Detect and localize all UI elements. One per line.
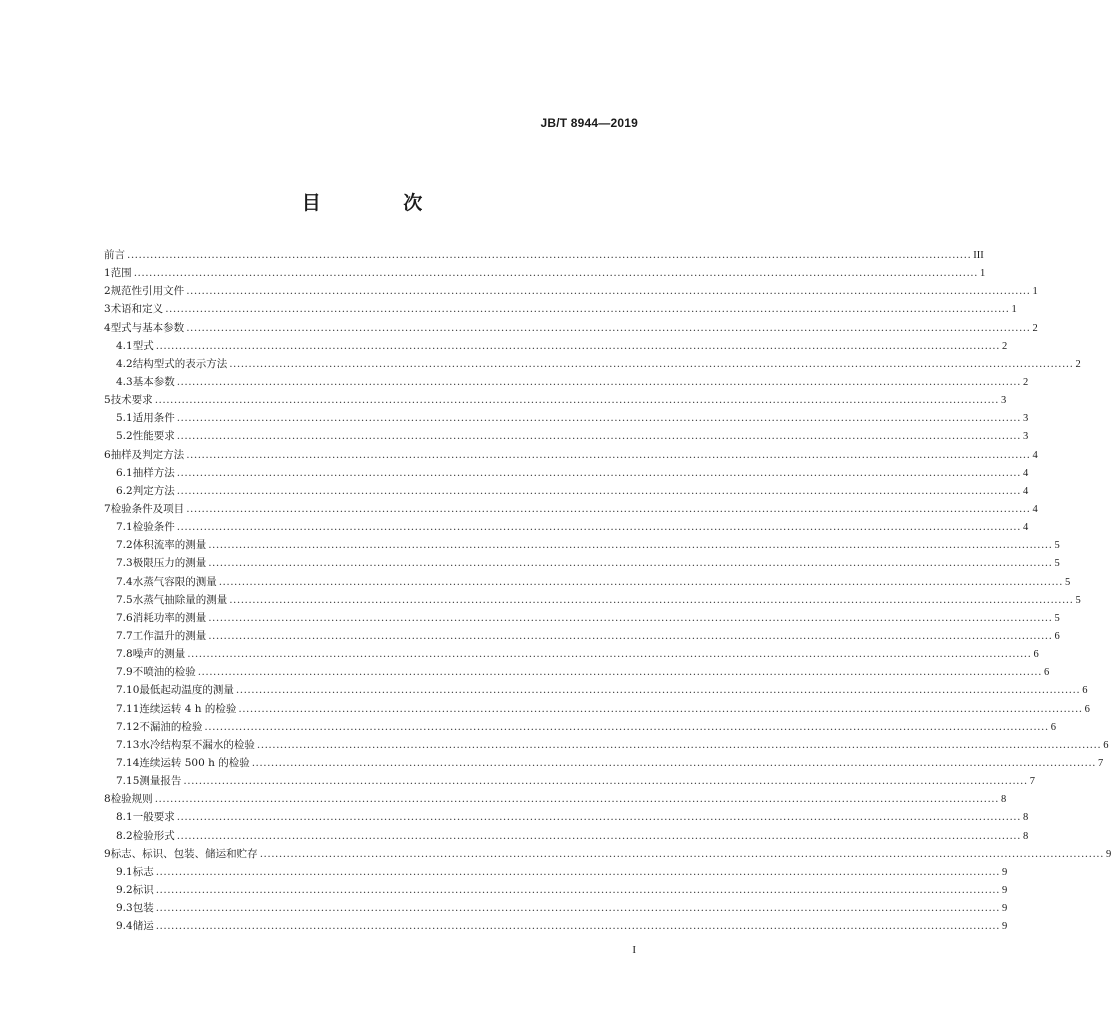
toc-entry[interactable] bbox=[104, 881, 1008, 899]
toc-entry-label: 一般要求 bbox=[132, 811, 175, 824]
toc-leader-dots: ............................................................................................................................................................................................................................ bbox=[256, 738, 1102, 751]
toc-entry[interactable] bbox=[104, 554, 1060, 572]
toc-entry[interactable] bbox=[104, 754, 1104, 772]
toc-entry-label: 检验条件 bbox=[132, 521, 175, 534]
toc-entry-label: 水蒸气抽除量的测量 bbox=[132, 593, 228, 606]
standard-code: JB/T 8944—2019 bbox=[540, 116, 638, 130]
toc-entry-label: 性能要求 bbox=[132, 430, 175, 443]
toc-entry-number: 9.1 bbox=[116, 865, 133, 878]
toc-leader-dots: ............................................................................................................................................................................................................................ bbox=[208, 629, 1053, 642]
toc-leader-dots: ............................................................................................................................................................................................................................ bbox=[155, 902, 1000, 915]
toc-entry[interactable] bbox=[104, 827, 1029, 845]
toc-entry-number: 2 bbox=[104, 285, 111, 298]
toc-leader-dots: ............................................................................................................................................................................................................................ bbox=[127, 249, 972, 261]
toc-entry-page: 5 bbox=[1054, 558, 1060, 570]
toc-entry-page: 9 bbox=[1002, 921, 1008, 933]
toc-leader-dots: ............................................................................................................................................................................................................................ bbox=[165, 303, 1010, 316]
toc-leader-dots: ............................................................................................................................................................................................................................ bbox=[154, 394, 999, 407]
toc-entry-label: 标识 bbox=[132, 883, 154, 896]
toc-leader-dots: ............................................................................................................................................................................................................................ bbox=[208, 557, 1053, 570]
toc-entry-label: 连续运转 500 h 的检验 bbox=[139, 756, 250, 769]
toc-entry-page: 6 bbox=[1103, 739, 1109, 751]
toc-leader-dots: ............................................................................................................................................................................................................................ bbox=[133, 267, 978, 280]
toc-entry[interactable] bbox=[104, 319, 1038, 337]
toc-entry-label: 体积流率的测量 bbox=[132, 539, 207, 552]
toc-leader-dots: ............................................................................................................................................................................................................................ bbox=[218, 575, 1063, 588]
toc-entry[interactable] bbox=[104, 772, 1035, 790]
toc-entry-label: 不喷油的检验 bbox=[132, 666, 196, 679]
toc-entry-number: 4.2 bbox=[116, 357, 133, 370]
toc-entry-label: 抽样及判定方法 bbox=[110, 448, 185, 461]
toc-entry-number: 9.2 bbox=[116, 883, 133, 896]
toc-leader-dots: ............................................................................................................................................................................................................................ bbox=[197, 666, 1042, 679]
toc-entry-page: 1 bbox=[1011, 304, 1017, 316]
toc-entry-number: 7.10 bbox=[116, 684, 140, 697]
toc-entry-label: 基本参数 bbox=[132, 375, 175, 388]
toc-entry[interactable] bbox=[104, 446, 1038, 464]
toc-entry-page: 6 bbox=[1050, 721, 1056, 733]
toc-entry-label: 检验形式 bbox=[132, 829, 175, 842]
toc-entry-page: 1 bbox=[1032, 286, 1038, 298]
toc-entry-label: 前言 bbox=[104, 249, 125, 261]
toc-entry[interactable] bbox=[104, 627, 1060, 645]
toc-leader-dots: ............................................................................................................................................................................................................................ bbox=[155, 865, 1000, 878]
toc-entry[interactable] bbox=[104, 373, 1029, 391]
toc-entry-page: 6 bbox=[1033, 649, 1039, 661]
toc-entry-label: 判定方法 bbox=[132, 484, 175, 497]
toc-entry-page: 9 bbox=[1002, 884, 1008, 896]
toc-entry-label: 消耗功率的测量 bbox=[132, 611, 207, 624]
toc-entry-number: 7.5 bbox=[116, 593, 133, 606]
toc-entry[interactable] bbox=[104, 808, 1029, 826]
toc-leader-dots: ............................................................................................................................................................................................................................ bbox=[251, 756, 1097, 769]
toc-entry-label: 检验条件及项目 bbox=[110, 502, 185, 515]
toc-entry-page: 3 bbox=[1023, 431, 1029, 443]
toc-entry-number: 9.4 bbox=[116, 920, 133, 933]
toc-entry-page: 6 bbox=[1082, 685, 1088, 697]
toc-entry-label: 术语和定义 bbox=[110, 303, 164, 316]
toc-entry-number: 7.13 bbox=[116, 738, 140, 751]
toc-entry[interactable] bbox=[104, 681, 1088, 699]
toc-entry-label: 型式 bbox=[132, 339, 154, 352]
toc-entry-label: 连续运转 4 h 的检验 bbox=[139, 702, 237, 715]
toc-entry-page: 2 bbox=[1002, 340, 1008, 352]
toc-entry-label: 范围 bbox=[110, 267, 132, 280]
toc-entry[interactable] bbox=[104, 300, 1017, 318]
toc-entry[interactable] bbox=[104, 609, 1060, 627]
toc-entry[interactable] bbox=[104, 645, 1039, 663]
toc-entry[interactable] bbox=[104, 536, 1060, 554]
toc-entry-label: 储运 bbox=[132, 920, 154, 933]
toc-entry[interactable] bbox=[104, 518, 1029, 536]
toc-entry-page: 4 bbox=[1023, 485, 1029, 497]
toc-leader-dots: ............................................................................................................................................................................................................................ bbox=[155, 883, 1000, 896]
toc-entry-label: 标志、标识、包装、储运和贮存 bbox=[110, 847, 258, 860]
toc-entry-label: 工作温升的测量 bbox=[132, 629, 207, 642]
toc-entry-page: 2 bbox=[1075, 358, 1081, 370]
toc-leader-dots: ............................................................................................................................................................................................................................ bbox=[187, 648, 1032, 661]
toc-entry-number: 7.8 bbox=[116, 648, 133, 661]
toc-entry-page: 6 bbox=[1044, 667, 1050, 679]
toc-entry-label: 水蒸气容限的测量 bbox=[132, 575, 217, 588]
toc-entry-number: 7.9 bbox=[116, 666, 133, 679]
toc-entry-number: 4 bbox=[104, 321, 111, 334]
toc-entry-number: 7.6 bbox=[116, 611, 133, 624]
toc-entry-number: 1 bbox=[104, 267, 111, 280]
toc-entry-label: 检验规则 bbox=[110, 793, 153, 806]
toc-entry-page: 5 bbox=[1065, 576, 1071, 588]
toc-entry-page: 8 bbox=[1023, 830, 1029, 842]
toc-entry-number: 8.1 bbox=[116, 811, 133, 824]
toc-leader-dots: ............................................................................................................................................................................................................................ bbox=[176, 811, 1021, 824]
toc-entry-number: 4.3 bbox=[116, 375, 133, 388]
toc-entry-number: 6 bbox=[104, 448, 111, 461]
toc-entry-page: 7 bbox=[1098, 757, 1104, 769]
toc-entry-page: 8 bbox=[1023, 812, 1029, 824]
toc-entry-label: 技术要求 bbox=[110, 394, 153, 407]
toc-entry-page: 6 bbox=[1084, 703, 1090, 715]
toc-entry-number: 7.3 bbox=[116, 557, 133, 570]
toc-entry-label: 结构型式的表示方法 bbox=[132, 357, 228, 370]
toc-entry-page: 1 bbox=[979, 268, 986, 280]
toc-leader-dots: ............................................................................................................................................................................................................................ bbox=[154, 793, 999, 806]
toc-entry-number: 7 bbox=[104, 502, 111, 515]
toc-leader-dots: ............................................................................................................................................................................................................................ bbox=[176, 375, 1021, 388]
toc-entry-number: 3 bbox=[104, 303, 111, 316]
toc-entry-number: 7.15 bbox=[116, 775, 140, 788]
toc-leader-dots: ............................................................................................................................................................................................................................ bbox=[238, 702, 1083, 715]
toc-entry-number: 5.2 bbox=[116, 430, 133, 443]
toc-entry-page: 5 bbox=[1054, 612, 1060, 624]
toc-entry-page: 2 bbox=[1023, 376, 1029, 388]
toc-entry-page: 4 bbox=[1032, 503, 1038, 515]
toc-entry-page: 3 bbox=[1023, 413, 1029, 425]
toc-entry-label: 不漏油的检验 bbox=[139, 720, 203, 733]
toc-leader-dots: ............................................................................................................................................................................................................................ bbox=[259, 847, 1104, 860]
toc-entry[interactable] bbox=[104, 337, 1008, 355]
toc-entry-page: 9 bbox=[1002, 866, 1008, 878]
toc-entry[interactable] bbox=[104, 917, 1008, 935]
toc-leader-dots: ............................................................................................................................................................................................................................ bbox=[155, 920, 1000, 933]
toc-leader-dots: ............................................................................................................................................................................................................................ bbox=[204, 720, 1049, 733]
toc-entry[interactable] bbox=[104, 264, 986, 282]
toc-entry-number: 5 bbox=[104, 394, 111, 407]
toc-entry[interactable] bbox=[104, 246, 984, 264]
toc-entry[interactable] bbox=[104, 500, 1038, 518]
toc-entry[interactable] bbox=[104, 355, 1081, 373]
toc-leader-dots: ............................................................................................................................................................................................................................ bbox=[235, 684, 1081, 697]
toc-entry-page: 9 bbox=[1002, 903, 1008, 915]
toc-entry[interactable] bbox=[104, 482, 1029, 500]
toc-entry-page: 2 bbox=[1032, 322, 1038, 334]
table-of-contents bbox=[104, 246, 1111, 935]
toc-leader-dots: ............................................................................................................................................................................................................................ bbox=[186, 321, 1031, 334]
toc-entry-label: 规范性引用文件 bbox=[110, 285, 185, 298]
toc-leader-dots: ............................................................................................................................................................................................................................ bbox=[176, 521, 1021, 534]
toc-entry-page: 7 bbox=[1029, 776, 1035, 788]
toc-entry-page: 4 bbox=[1023, 467, 1029, 479]
toc-leader-dots: ............................................................................................................................................................................................................................ bbox=[186, 285, 1031, 298]
toc-entry[interactable] bbox=[104, 899, 1008, 917]
toc-entry-page: 4 bbox=[1023, 522, 1029, 534]
toc-leader-dots: ............................................................................................................................................................................................................................ bbox=[155, 339, 1000, 352]
toc-entry-label: 极限压力的测量 bbox=[132, 557, 207, 570]
toc-entry-number: 8 bbox=[104, 793, 111, 806]
toc-entry[interactable] bbox=[104, 409, 1029, 427]
toc-leader-dots: ............................................................................................................................................................................................................................ bbox=[186, 502, 1031, 515]
toc-entry-page: 5 bbox=[1075, 594, 1081, 606]
toc-entry[interactable] bbox=[104, 573, 1071, 591]
toc-entry-number: 6.1 bbox=[116, 466, 133, 479]
toc-entry-label: 水冷结构泵不漏水的检验 bbox=[139, 738, 255, 751]
toc-entry-page: III bbox=[973, 250, 984, 261]
toc-entry-label: 抽样方法 bbox=[132, 466, 175, 479]
toc-entry-label: 适用条件 bbox=[132, 412, 175, 425]
toc-entry-number: 7.11 bbox=[116, 702, 140, 715]
toc-entry[interactable] bbox=[104, 427, 1029, 445]
toc-entry-number: 7.14 bbox=[116, 756, 140, 769]
toc-entry-number: 9 bbox=[104, 847, 111, 860]
toc-entry-number: 6.2 bbox=[116, 484, 133, 497]
toc-entry-label: 测量报告 bbox=[139, 775, 182, 788]
toc-entry[interactable] bbox=[104, 663, 1050, 681]
toc-entry[interactable] bbox=[104, 718, 1056, 736]
toc-entry-number: 7.2 bbox=[116, 539, 133, 552]
toc-leader-dots: ............................................................................................................................................................................................................................ bbox=[229, 593, 1074, 606]
toc-entry[interactable] bbox=[104, 700, 1090, 718]
toc-leader-dots: ............................................................................................................................................................................................................................ bbox=[176, 430, 1021, 443]
toc-entry-page: 3 bbox=[1000, 395, 1007, 407]
toc-entry-page: 9 bbox=[1105, 848, 1111, 860]
toc-entry-number: 8.2 bbox=[116, 829, 133, 842]
toc-entry-number: 9.3 bbox=[116, 902, 133, 915]
toc-entry[interactable] bbox=[104, 863, 1008, 881]
page-title: 目 次 bbox=[301, 192, 461, 214]
toc-entry-page: 4 bbox=[1032, 449, 1038, 461]
toc-entry-label: 型式与基本参数 bbox=[110, 321, 185, 334]
toc-entry-label: 包装 bbox=[132, 902, 154, 915]
toc-entry-number: 7.7 bbox=[116, 629, 133, 642]
toc-entry-page: 8 bbox=[1000, 794, 1007, 806]
toc-entry-number: 7.12 bbox=[116, 720, 140, 733]
toc-entry-page: 6 bbox=[1054, 630, 1060, 642]
toc-entry-label: 最低起动温度的测量 bbox=[139, 684, 234, 697]
toc-entry-number: 5.1 bbox=[116, 412, 133, 425]
toc-entry[interactable] bbox=[104, 845, 1111, 863]
toc-entry-label: 标志 bbox=[132, 865, 154, 878]
toc-entry[interactable] bbox=[104, 464, 1029, 482]
toc-leader-dots: ............................................................................................................................................................................................................................ bbox=[208, 539, 1053, 552]
toc-entry[interactable] bbox=[104, 391, 1007, 409]
toc-leader-dots: ............................................................................................................................................................................................................................ bbox=[229, 357, 1074, 370]
toc-entry-label: 噪声的测量 bbox=[132, 648, 186, 661]
toc-leader-dots: ............................................................................................................................................................................................................................ bbox=[208, 611, 1053, 624]
toc-entry-number: 4.1 bbox=[116, 339, 133, 352]
toc-leader-dots: ............................................................................................................................................................................................................................ bbox=[186, 448, 1031, 461]
toc-entry[interactable] bbox=[104, 591, 1081, 609]
toc-leader-dots: ............................................................................................................................................................................................................................ bbox=[183, 775, 1028, 788]
toc-entry-number: 7.4 bbox=[116, 575, 133, 588]
toc-leader-dots: ............................................................................................................................................................................................................................ bbox=[176, 484, 1021, 497]
toc-leader-dots: ............................................................................................................................................................................................................................ bbox=[176, 829, 1021, 842]
toc-entry[interactable] bbox=[104, 282, 1038, 300]
toc-leader-dots: ............................................................................................................................................................................................................................ bbox=[176, 412, 1021, 425]
page-number: I bbox=[632, 944, 636, 956]
toc-leader-dots: ............................................................................................................................................................................................................................ bbox=[176, 466, 1021, 479]
toc-entry-number: 7.1 bbox=[116, 521, 133, 534]
toc-entry[interactable] bbox=[104, 790, 1007, 808]
toc-entry-page: 5 bbox=[1054, 540, 1060, 552]
toc-entry[interactable] bbox=[104, 736, 1109, 754]
